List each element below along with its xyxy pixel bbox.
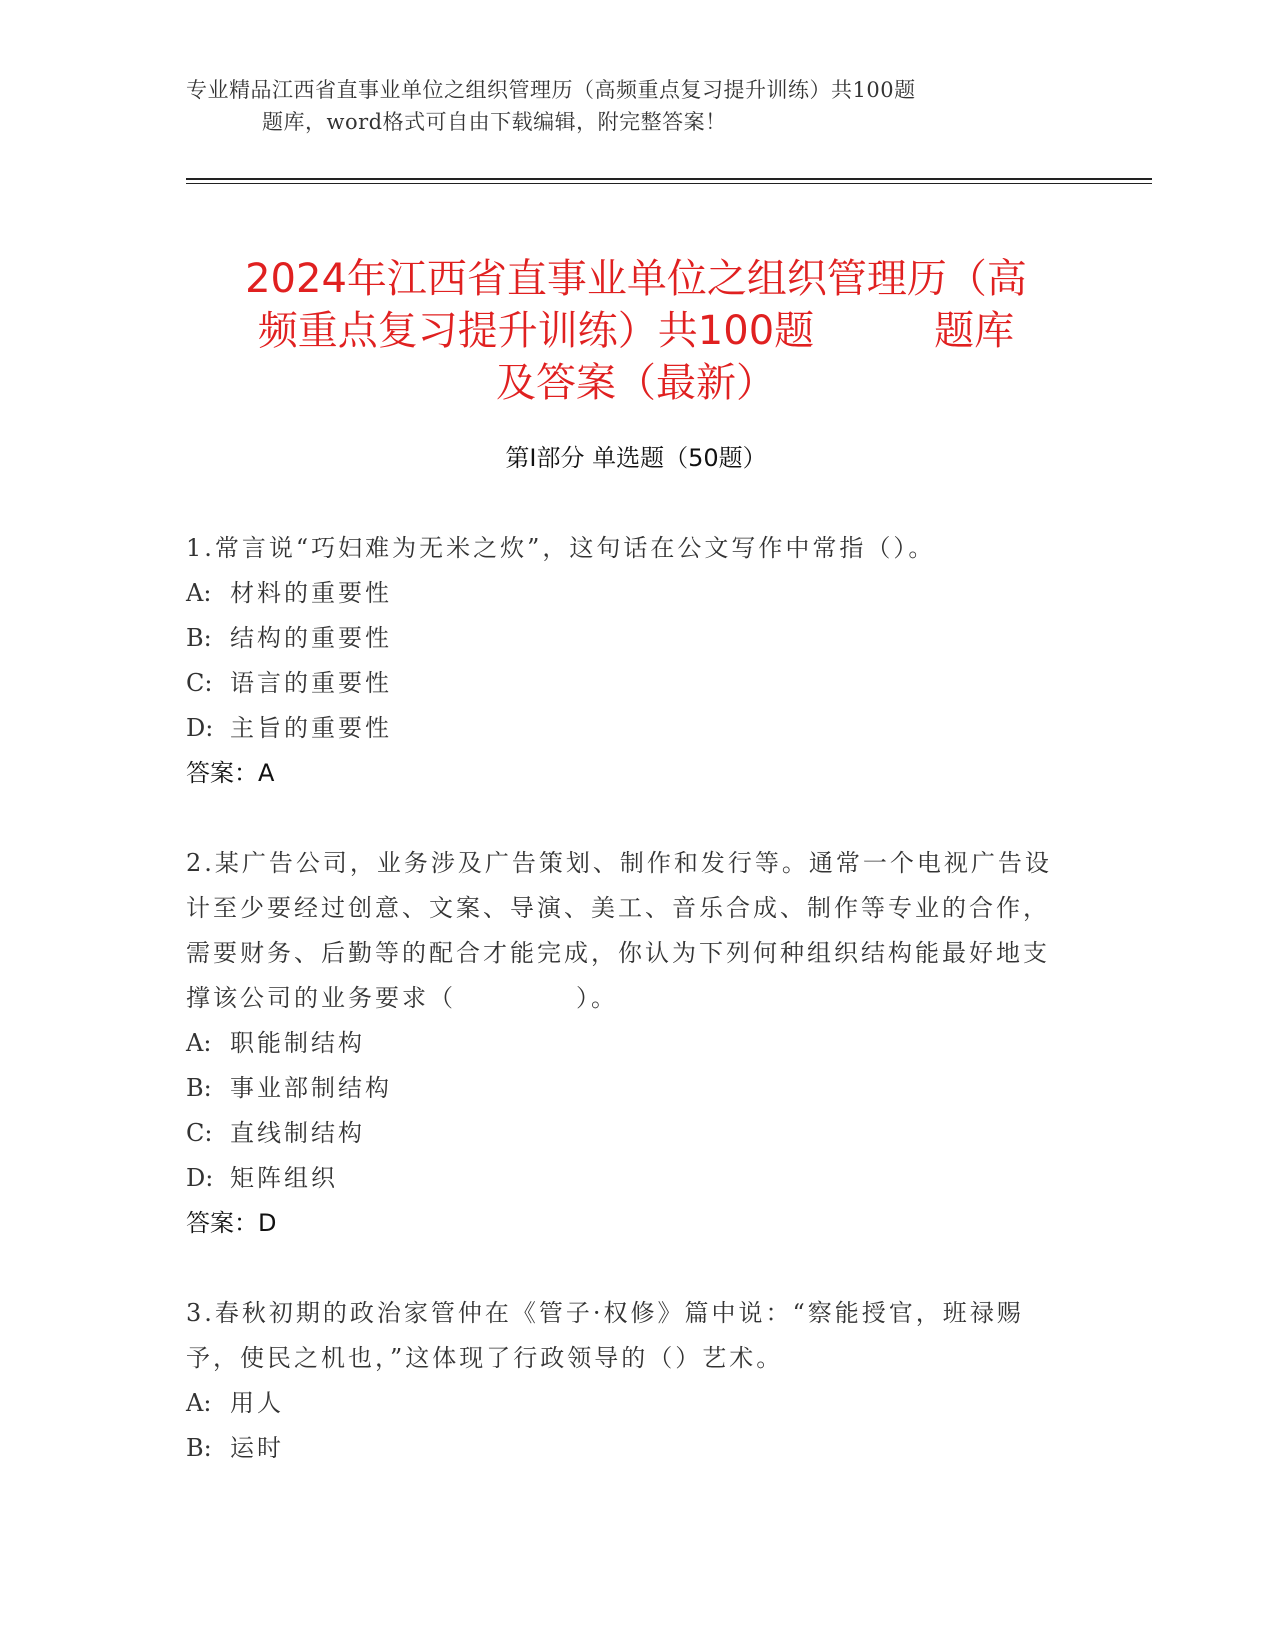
document-title — [186, 253, 1086, 409]
option-b: B: 运时 — [186, 1434, 284, 1462]
question-list — [186, 526, 1066, 1471]
question-stem: 3.春秋初期的政治家管仲在《管子·权修》篇中说：“察能授官，班禄赐予，使民之机也，”这体现了行政领导的（）艺术。 — [186, 1299, 1024, 1372]
header-rule — [186, 178, 1152, 180]
option-c: C: 语言的重要性 — [186, 669, 392, 697]
header-note-line1: 专业精品江西省直事业单位之组织管理历（高频重点复习提升训练）共100题 — [186, 78, 916, 102]
title-line3: 及答案（最新） — [496, 359, 776, 406]
answer: 答案：D — [186, 1209, 277, 1237]
question-stem: 1.常言说“巧妇难为无米之炊”，这句话在公文写作中常指（）。 — [186, 534, 936, 562]
option-b: B: 事业部制结构 — [186, 1074, 392, 1102]
header-rule-thin — [186, 183, 1152, 184]
option-b: B: 结构的重要性 — [186, 624, 392, 652]
title-line2: 频重点复习提升训练）共100题 题库 — [257, 307, 1015, 354]
option-d: D: 主旨的重要性 — [186, 714, 392, 742]
option-a: A: 材料的重要性 — [186, 579, 392, 607]
question-2 — [186, 841, 1066, 1246]
header-note-line2: 题库，word格式可自由下载编辑，附完整答案！ — [262, 110, 727, 134]
header-note — [186, 74, 1036, 138]
option-c: C: 直线制结构 — [186, 1119, 365, 1147]
option-d: D: 矩阵组织 — [186, 1164, 338, 1192]
question-1 — [186, 526, 1066, 796]
section-title: 第Ⅰ部分 单选题（50题） — [505, 444, 767, 472]
answer: 答案：A — [186, 759, 275, 787]
question-3 — [186, 1291, 1066, 1471]
title-line1: 2024年江西省直事业单位之组织管理历（高 — [245, 255, 1027, 302]
option-a: A: 职能制结构 — [186, 1029, 365, 1057]
option-a: A: 用人 — [186, 1389, 284, 1417]
question-stem: 2.某广告公司，业务涉及广告策划、制作和发行等。通常一个电视广告设计至少要经过创意、文案、导演、美工、音乐合成、制作等专业的合作，需要财务、后勤等的配合才能完成，你认为下列何种组织结构能最好地支撑该公司的业务要求（ ）。 — [186, 849, 1052, 1012]
